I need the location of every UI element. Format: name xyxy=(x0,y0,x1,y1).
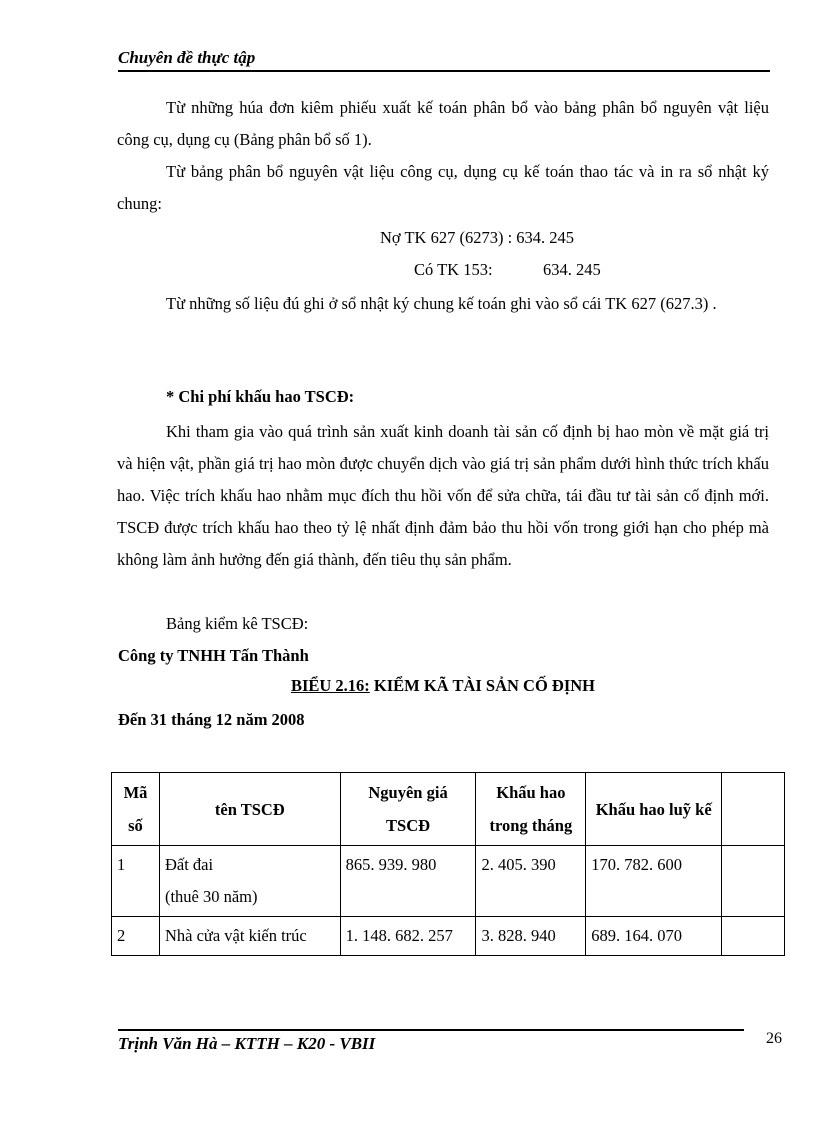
paragraph-4: Khi tham gia vào quá trình sản xuất kinh doanh tài sản cố định bị hao mòn về mặt giá trị và hiện vật, phần giá trị hao mòn được chuyển dịch vào giá trị sản phẩm dưới hình thức trích khấu hao. Việc trích khấu hao nhằm mục đích thu hồi vốn để sửa chữa, tái đầu tư tài sản cố định mới. TSCĐ được trích khấu hao theo tỷ lệ nhất định đảm bảo thu hồi vốn trong giới hạn cho phép mà không làm ảnh hưởng đến giá thành, đến tiêu thụ sản phẩm. xyxy=(117,422,769,569)
paragraph-5: Bảng kiểm kê TSCĐ: xyxy=(166,614,309,633)
header-code: Mã số xyxy=(112,773,160,846)
paragraph-2: Từ bảng phân bổ nguyên vật liệu công cụ, dụng cụ kế toán thao tác và in ra sổ nhật ký chung: xyxy=(117,162,769,213)
cell-asset-name: Nhà cửa vật kiến trúc xyxy=(159,917,340,956)
table-date: Đến 31 tháng 12 năm 2008 xyxy=(118,710,305,729)
header-accumulated-depreciation: Khấu hao luỹ kế xyxy=(586,773,722,846)
cell-monthly-depreciation: 2. 405. 390 xyxy=(476,846,586,917)
footer-author: Trịnh Văn Hà – KTTH – K20 - VBII xyxy=(118,1034,376,1053)
table-header-row xyxy=(112,773,785,846)
header-extra xyxy=(722,773,785,846)
paragraph-1: Từ những húa đơn kiêm phiếu xuất kế toán phân bổ vào bảng phân bổ nguyên vật liệu công cụ, dụng cụ (Bảng phân bổ số 1). xyxy=(117,98,769,149)
footer-rule xyxy=(118,1029,744,1031)
header-title: Chuyên đề thực tập xyxy=(118,48,256,67)
header-asset-name: tên TSCĐ xyxy=(159,773,340,846)
table-title-label: BIỂU 2.16: xyxy=(290,676,370,695)
page-number: 26 xyxy=(766,1030,782,1047)
company-name: Công ty TNHH Tấn Thành xyxy=(118,646,309,665)
table-title-text: KIỂM KÃ TÀI SẢN CỐ ĐỊNH xyxy=(369,676,596,695)
table-row xyxy=(112,846,785,917)
journal-entry-credit-amount: 634. 245 xyxy=(543,260,601,279)
paragraph-3: Từ những số liệu đú ghi ở sổ nhật ký chung kế toán ghi vào sổ cái TK 627 (627.3) . xyxy=(166,294,717,313)
table-row xyxy=(112,917,785,956)
cell-asset-name xyxy=(159,846,340,917)
header-original-cost: Nguyên giá TSCĐ xyxy=(340,773,476,846)
fixed-asset-table xyxy=(111,772,785,956)
cell-code: 2 xyxy=(112,917,160,956)
header-monthly-depreciation: Khấu hao trong tháng xyxy=(476,773,586,846)
section-heading: * Chi phí khấu hao TSCĐ: xyxy=(166,387,355,406)
asset-name-line1: Đất đai xyxy=(164,855,214,874)
cell-monthly-depreciation: 3. 828. 940 xyxy=(476,917,586,956)
cell-original-cost: 1. 148. 682. 257 xyxy=(340,917,476,956)
table-title xyxy=(0,676,816,696)
cell-extra xyxy=(722,846,785,917)
cell-extra xyxy=(722,917,785,956)
page-header xyxy=(118,48,770,72)
asset-name-line2: (thuê 30 năm) xyxy=(164,887,258,906)
cell-accumulated-depreciation: 170. 782. 600 xyxy=(586,846,722,917)
cell-code: 1 xyxy=(112,846,160,917)
cell-accumulated-depreciation: 689. 164. 070 xyxy=(586,917,722,956)
journal-entry-credit-account: Có TK 153: xyxy=(414,260,493,279)
journal-entry-debit: Nợ TK 627 (6273) : 634. 245 xyxy=(380,228,575,247)
cell-original-cost: 865. 939. 980 xyxy=(340,846,476,917)
